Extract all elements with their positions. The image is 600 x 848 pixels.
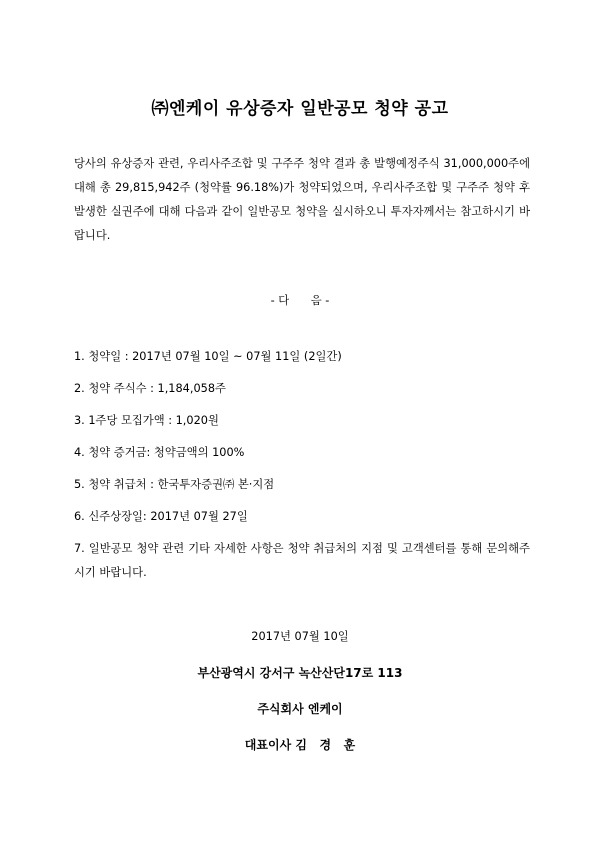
section-divider-label: - 다 음 -: [270, 294, 330, 307]
company-name: 주식회사 엔케이: [257, 702, 343, 716]
list-item-other-info: 7. 일반공모 청약 관련 기타 자세한 사항은 청약 취급처의 지점 및 고객센터를 통해 문의해주시기 바랍니다.: [74, 542, 530, 579]
intro-paragraph: 당사의 유상증자 관련, 우리사주조합 및 구주주 청약 결과 총 발행예정주식 31,000,000주에 대해 총 29,815,942주 (청약률 96.18%)가 청약되었으며, 우리사주조합 및 구주주 청약 후 발생한 실권주에 대해 다음과 같이 일반공모 청약을 실시하오니 투자자께서는 참고하시기 바랍니다.: [74, 157, 530, 242]
representative-name: 대표이사 김 경 훈: [244, 738, 356, 752]
list-item-handling-agent: 5. 청약 취급처 : 한국투자증권㈜ 본·지점: [74, 478, 275, 491]
list-item-share-count: 2. 청약 주식수 : 1,184,058주: [74, 382, 226, 395]
list-item-subscription-date: 1. 청약일 : 2017년 07월 10일 ~ 07월 11일 (2일간): [74, 350, 342, 363]
list-item-deposit: 4. 청약 증거금: 청약금액의 100%: [74, 446, 245, 459]
list-item-listing-date: 6. 신주상장일: 2017년 07월 27일: [74, 510, 248, 523]
announcement-date: 2017년 07월 10일: [251, 630, 349, 643]
document-title: ㈜엔케이 유상증자 일반공모 청약 공고: [151, 99, 449, 119]
list-item-offer-price: 3. 1주당 모집가액 : 1,020원: [74, 414, 219, 427]
details-list: [74, 349, 530, 601]
company-address: 부산광역시 강서구 녹산산단17로 113: [197, 666, 403, 680]
